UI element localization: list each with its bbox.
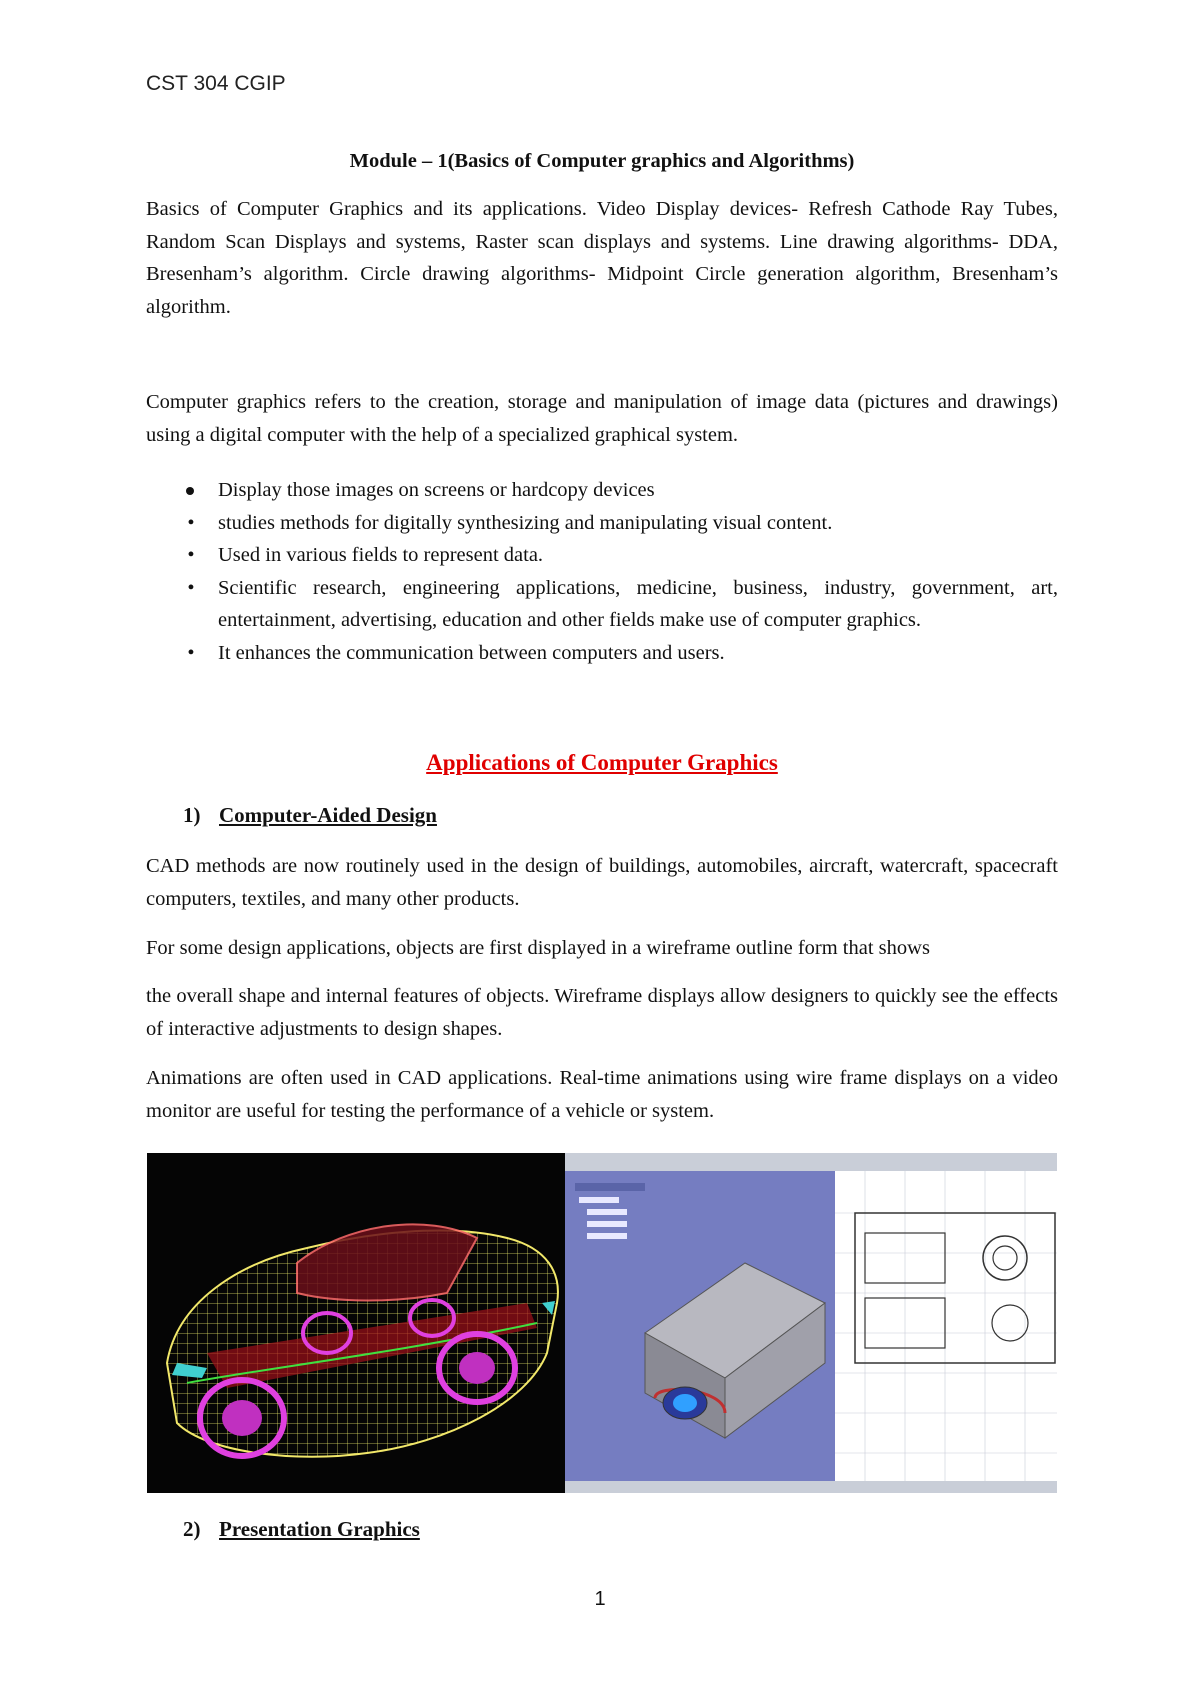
definition-paragraph: Computer graphics refers to the creation, storage and manipulation of image data (pictures and drawings) using a digital computer with the help of a specialized graphical system. [146,391,1058,446]
list-item: • Used in various fields to represent data. [146,539,1058,572]
section-heading-presentation [183,1517,420,1542]
cad-paragraph-4: Animations are often used in CAD applications. Real-time animations using wire frame displays on a video monitor are useful for testing the performance of a vehicle or system. [146,1067,1058,1122]
list-item: • studies methods for digitally synthesizing and manipulating visual content. [146,507,1058,540]
bullet-icon: • [187,641,195,664]
list-item: • Scientific research, engineering applications, medicine, business, industry, government, art, entertainment, advertising, education and other fields make use of computer graphics. [146,572,1058,637]
section-heading-cad [183,803,437,828]
bullet-icon: • [187,544,195,566]
module-title: Module – 1(Basics of Computer graphics and Algorithms) [349,150,855,172]
cad-paragraph-1: CAD methods are now routinely used in the design of buildings, automobiles, aircraft, watercraft, spacecraft computers, textiles, and many other products. [146,855,1058,910]
list-item: Display those images on screens or hardcopy devices [146,474,1058,507]
section-title: Presentation Graphics [219,1517,420,1541]
wireframe-car-image [147,1153,565,1493]
page-number: 1 [594,1588,606,1610]
syllabus-paragraph: Basics of Computer Graphics and its applications. Video Display devices- Refresh Cathode Ray Tubes, Random Scan Displays and systems, Raster scan displays and systems. Line drawing algorithms- DDA, Bresenham’s algorithm. Circle drawing algorithms- Midpoint Circle generation algorithm, Bresenham’s algorithm. [146,198,1058,318]
section-number: 2) [183,1517,201,1541]
cad-software-screenshot [565,1153,1057,1493]
bullet-icon: • [187,511,195,534]
cad-figure [147,1153,1057,1493]
cad-paragraph-3: the overall shape and internal features of objects. Wireframe displays allow designers to quickly see the effects of interactive adjustments to design shapes. [146,985,1058,1040]
section-number: 1) [183,803,201,827]
applications-heading: Applications of Computer Graphics [426,750,778,775]
bullet-dot-icon [186,487,194,495]
bullet-icon: • [187,576,195,599]
feature-list [146,474,1058,669]
list-item: • It enhances the communication between computers and users. [146,637,1058,670]
page-header: CST 304 CGIP [146,72,286,95]
section-title: Computer-Aided Design [219,803,437,827]
cad-paragraph-2: For some design applications, objects are first displayed in a wireframe outline form that shows [146,937,930,959]
